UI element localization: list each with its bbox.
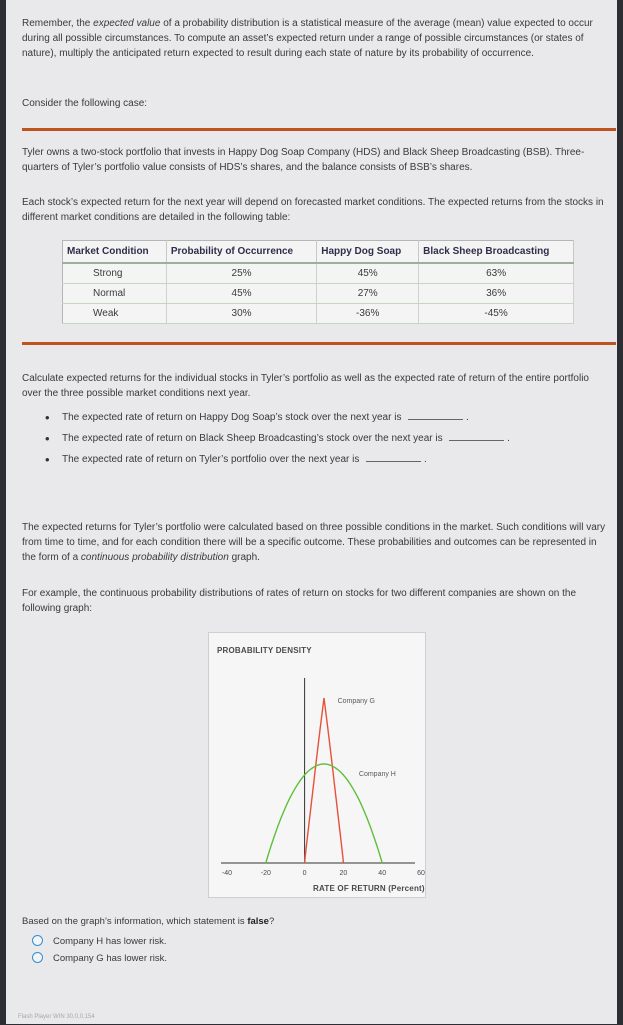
calc-instructions: Calculate expected returns for the individual stocks in Tyler’s portfolio as well as the expected rate of return of the entire portfolio over the three possible market conditions next year.: [22, 373, 589, 399]
x-tick-label: 60: [417, 870, 425, 877]
answer-blank-hds[interactable]: [408, 410, 463, 420]
table-row: [63, 284, 574, 304]
graph-question: Based on the graph’s information, which statement is false?: [22, 916, 275, 927]
probability-distribution-graph: [208, 632, 426, 898]
x-tick-label: 40: [378, 870, 387, 877]
list-item: • The expected rate of return on Happy Dog Soap’s stock over the next year is .: [36, 410, 596, 431]
table-intro-paragraph: Each stock’s expected return for the next year will depend on forecasted market conditions. The expected returns from the stocks in different market conditions are detailed in the following table:: [22, 197, 604, 223]
curve-company-h: [266, 764, 382, 863]
list-item: • The expected rate of return on Tyler’s portfolio over the next year is .: [36, 452, 596, 473]
y-axis-label: PROBABILITY DENSITY: [217, 646, 312, 655]
market-conditions-table: [62, 240, 574, 324]
curve-company-g: [305, 698, 344, 863]
table-row: [63, 263, 574, 284]
intro-paragraph: Remember, the expected value of a probability distribution is a statistical measure of the average (mean) value expected to occur during all possible circumstances. To compute an asset’s expected return under a range of possible circumstances (or states of nature), multiply the anticipated return expected to result during each state of nature by its probability of occurrence.: [22, 18, 593, 59]
table-cell: 45%: [166, 284, 316, 304]
radio-button[interactable]: [32, 952, 43, 963]
flash-player-version: Flash Player WIN 30,0,0,154: [18, 1014, 95, 1020]
question-page: [6, 0, 617, 1024]
table-header: Probability of Occurrence: [166, 241, 316, 264]
x-tick-label: 0: [302, 870, 307, 877]
option-g-lower-risk[interactable]: Company G has lower risk.: [32, 952, 167, 966]
consider-text: Consider the following case:: [22, 98, 148, 109]
table-cell: 63%: [419, 263, 574, 284]
section-divider: [22, 128, 616, 131]
x-tick-label: -20: [260, 870, 271, 877]
case-paragraph: Tyler owns a two-stock portfolio that invests in Happy Dog Soap Company (HDS) and Black Sheep Broadcasting (BSB). Three-quarters of Tyler’s portfolio value consists of HDS’s shares, and the balance consists of BSB’s shares.: [22, 147, 585, 173]
table-cell: Strong: [63, 263, 167, 284]
option-h-lower-risk[interactable]: Company H has lower risk.: [32, 935, 167, 949]
table-cell: 30%: [166, 304, 316, 324]
table-cell: -36%: [317, 304, 419, 324]
x-tick-label: 20: [339, 870, 348, 877]
label-company-h: Company H: [358, 771, 396, 778]
table-cell: 25%: [166, 263, 316, 284]
list-item: • The expected rate of return on Black Sheep Broadcasting’s stock over the next year is .: [36, 431, 596, 452]
table-header: Black Sheep Broadcasting: [419, 241, 574, 264]
table-cell: -45%: [419, 304, 574, 324]
answer-list: [36, 410, 596, 473]
table-cell: 27%: [317, 284, 419, 304]
table-cell: 45%: [317, 263, 419, 284]
x-tick-label: -40: [221, 870, 233, 877]
graph-intro-paragraph: For example, the continuous probability distributions of rates of return on stocks for two different companies are shown on the following graph:: [22, 588, 576, 614]
table-row: [63, 304, 574, 324]
radio-button[interactable]: [32, 935, 43, 946]
label-company-g: Company G: [337, 698, 375, 705]
table-header: Market Condition: [63, 241, 167, 264]
section-divider: [22, 342, 616, 345]
chart-canvas: [209, 633, 425, 897]
answer-blank-portfolio[interactable]: [366, 452, 421, 462]
x-axis-label: RATE OF RETURN (Percent): [313, 884, 425, 893]
answer-blank-bsb[interactable]: [449, 431, 504, 441]
table-cell: Normal: [63, 284, 167, 304]
table-cell: Weak: [63, 304, 167, 324]
table-header: Happy Dog Soap: [317, 241, 419, 264]
continuous-paragraph: The expected returns for Tyler’s portfolio were calculated based on three possible conditions in the market. Such conditions will vary from time to time, and for each condition there will be a specific outcome. These probabilities and outcomes can be represented in the form of a continuous probability distribution graph.: [22, 522, 606, 563]
table-cell: 36%: [419, 284, 574, 304]
